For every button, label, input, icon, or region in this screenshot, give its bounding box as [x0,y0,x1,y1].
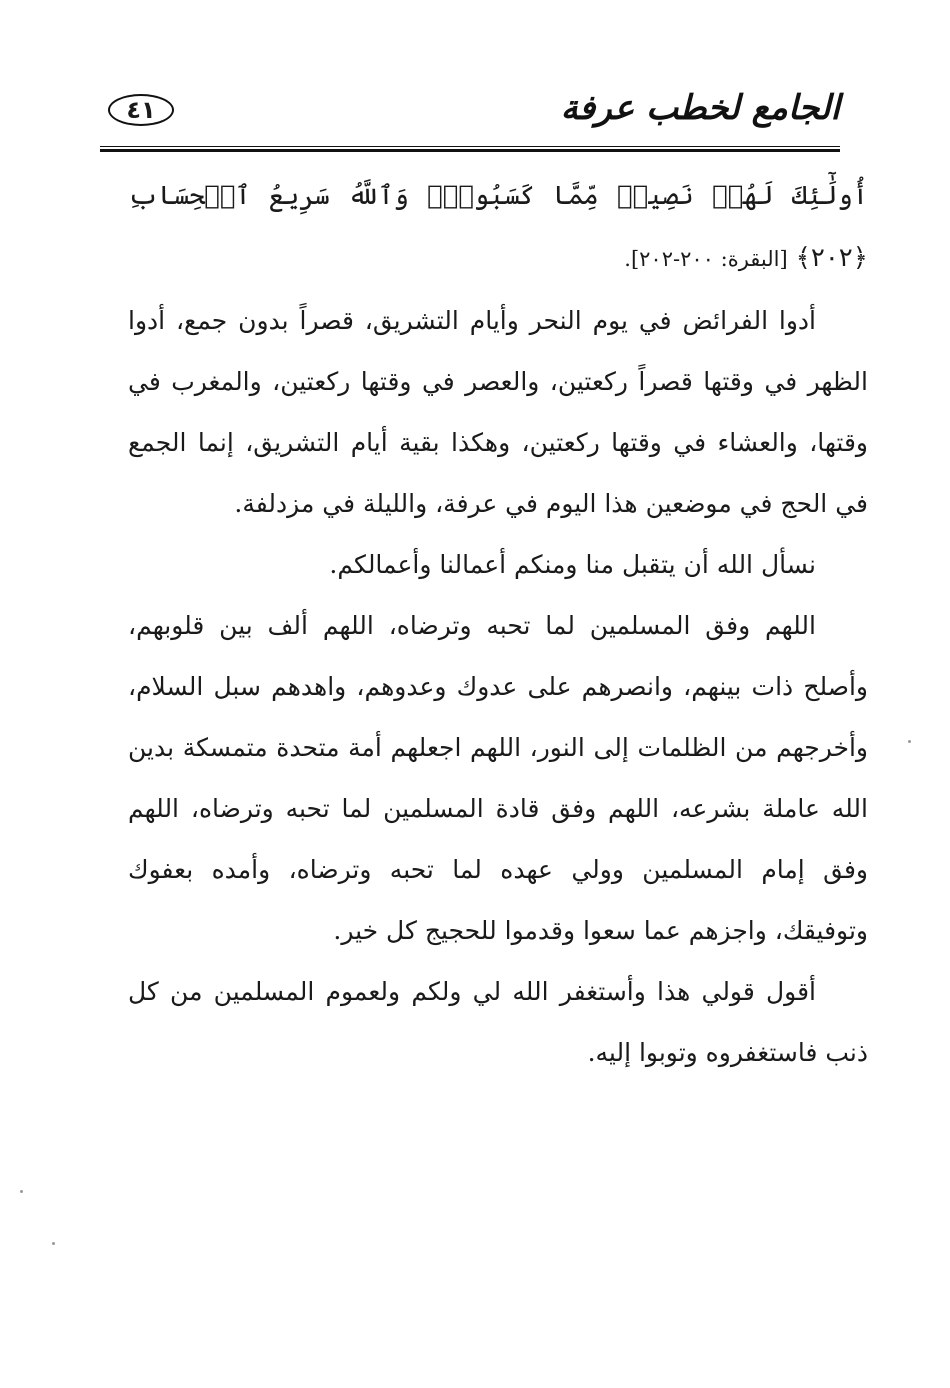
page-number: ٤١ [108,94,174,126]
paragraph-prayers: أدوا الفرائض في يوم النحر وأيام التشريق، قصراً بدون جمع، أدوا الظهر في وقتها قصراً ركعتين، والعصر في وقتها ركعتين، والمغرب في وقتها، والعشاء في وقتها ركعتين، وهكذا بقية أيام التشريق، إنما الجمع في الحج في موضعين هذا اليوم في عرفة، والليلة في مزدلفة. [128,306,868,518]
scan-speck [20,1190,23,1193]
header-rule [100,149,840,152]
paragraph-supplication-acceptance: نسأل الله أن يتقبل منا ومنكم أعمالنا وأعمالكم. [329,550,816,579]
scan-speck [52,1242,55,1245]
paragraph-supplication-muslims: اللهم وفق المسلمين لما تحبه وترضاه، اللهم ألف بين قلوبهم، وأصلح ذات بينهم، وانصرهم على عدوك وعدوهم، واهدهم سبل السلام، وأخرجهم من الظلمات إلى النور، اللهم اجعلهم أمة متحدة متمسكة بدين الله عاملة بشرعه، اللهم وفق قادة المسلمين لما تحبه وترضاه، اللهم وفق إمام المسلمين وولي عهده لما تحبه وترضاه، وأمده بعفوك وتوفيقك، واجزهم عما سعوا وقدموا للحجيج كل خير. [128,611,868,945]
quran-verse-line [128,165,868,290]
page-header [100,88,840,152]
quran-verse: أُولَٰٓئِكَ لَهُمۡ نَصِيبٞ مِّمَّا كَسَبُواْۚ وَٱللَّهُ سَرِيعُ ٱلۡحِسَابِ ﴿٢٠٢﴾ [128,181,868,273]
header-rule-thin [100,146,840,147]
paragraph-closing: أقول قولي هذا وأستغفر الله لي ولكم ولعموم المسلمين من كل ذنب فاستغفروه وتوبوا إليه. [128,977,868,1067]
book-title: الجامع لخطب عرفة [560,88,840,128]
scan-speck [908,740,911,743]
page-body [128,165,868,1083]
verse-reference: [البقرة: ٢٠٠-٢٠٢]. [624,247,788,271]
